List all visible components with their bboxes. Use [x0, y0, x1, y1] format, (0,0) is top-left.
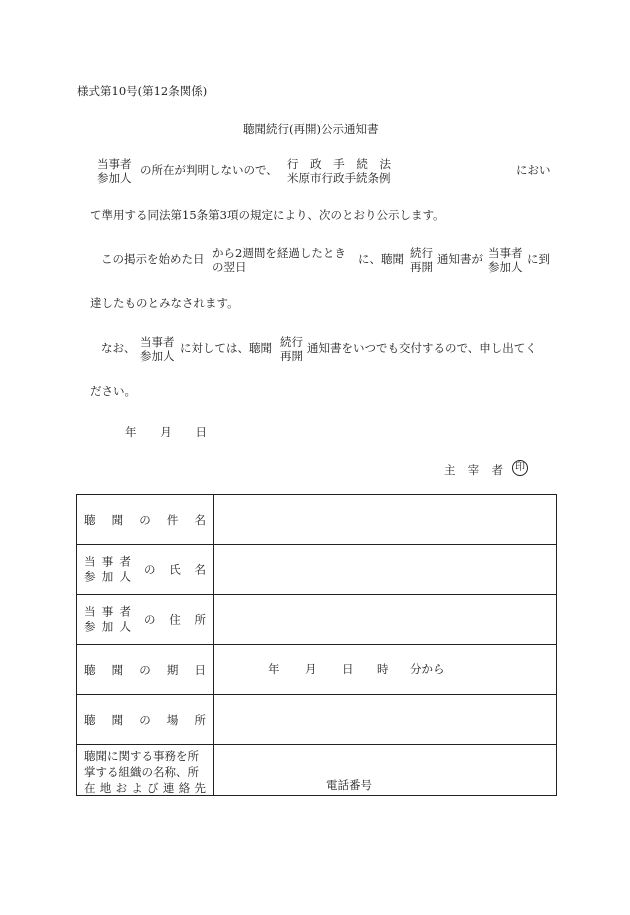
label-char: の: [139, 712, 151, 727]
label-char: 先: [194, 781, 206, 796]
law-choice: [287, 157, 391, 186]
party-choice-2: [488, 246, 523, 275]
label-char: び: [147, 781, 159, 796]
label-char: 場: [166, 712, 179, 727]
label-char: 絡: [178, 781, 191, 796]
para1-text-b: におい: [516, 163, 551, 177]
label-char: 名: [194, 512, 206, 527]
label-char: よ: [131, 781, 143, 796]
case-name-label: [77, 495, 214, 545]
presider-char: 者: [491, 463, 503, 477]
label-char: 所: [194, 712, 206, 727]
label-char: 人: [119, 619, 131, 634]
office-contact-value[interactable]: [214, 745, 557, 796]
case-name-value[interactable]: [214, 495, 557, 545]
law-char: 続: [356, 157, 368, 171]
month-label: 月: [160, 425, 172, 439]
hearing-date-label: [77, 645, 214, 695]
date-line: [125, 424, 207, 440]
date-day-unit: 日: [342, 662, 354, 676]
para2-line2: 達したものとみなされます。: [90, 296, 239, 310]
presider-char: 宰: [467, 463, 480, 477]
label-char: 日: [194, 662, 206, 677]
date-hour-unit: 時: [377, 662, 389, 676]
date-minute-unit: 分から: [410, 662, 445, 676]
label-char: 事: [101, 553, 114, 568]
law-bottom-text: 米原市行政手続条例: [287, 171, 391, 186]
label-char: 住: [169, 612, 181, 627]
presider-char: 主: [444, 463, 456, 477]
law-char: 政: [310, 157, 322, 171]
label-char: 連: [162, 781, 175, 796]
seal-icon: 印: [512, 460, 528, 476]
period-choice: [212, 246, 346, 275]
hearing-date-value[interactable]: [214, 645, 557, 695]
day-label: 日: [195, 425, 207, 439]
hearing-info-table: [76, 494, 557, 796]
para3-text-c: 通知書をいつでも交付するので、申し出てく: [307, 341, 537, 355]
period-bottom-text: の翌日: [212, 260, 247, 275]
continue-top-text: 続行: [280, 335, 303, 349]
label-char: 者: [119, 603, 131, 618]
label-char: 件: [166, 512, 179, 527]
date-year-unit: 年: [268, 662, 280, 676]
label-line: 聴聞に関する事務を所: [84, 749, 199, 763]
para2-text-b: に、聴聞: [358, 252, 404, 266]
label-line: 掌する組織の名称、所: [84, 765, 199, 780]
law-top-text: [287, 157, 391, 171]
label-char: 聴: [84, 662, 96, 677]
law-char: 手: [333, 157, 345, 171]
label-char: 加: [101, 619, 114, 634]
office-contact-label: [77, 745, 214, 796]
document-title: 聴聞続行(再開)公示通知書: [243, 122, 379, 136]
party-choice-1: [97, 157, 132, 186]
label-char: 者: [119, 553, 131, 568]
table-row: [77, 745, 557, 796]
date-month-unit: 月: [305, 662, 317, 676]
label-char: 参: [84, 619, 96, 634]
label-char: の: [139, 662, 151, 677]
label-char: 当: [84, 603, 96, 618]
label-char: お: [115, 781, 128, 796]
table-row: [77, 595, 557, 645]
label-char: 参: [84, 569, 96, 584]
para3-line2: ださい。: [90, 384, 136, 398]
continue-top-text: 続行: [410, 246, 433, 260]
party-name-label: [77, 545, 214, 595]
label-char: 当: [84, 553, 96, 568]
phone-label: 電話番号: [326, 778, 372, 792]
law-char: 法: [379, 157, 391, 171]
seal-mark: [510, 460, 528, 476]
party-bottom-text: 参加人: [97, 171, 132, 186]
table-row: [77, 645, 557, 695]
label-line: [84, 780, 206, 796]
label-char: 聞: [111, 712, 124, 727]
para1-text-a: の所在が判明しないので、: [140, 163, 278, 177]
law-char: 行: [287, 157, 299, 171]
label-char: 在: [84, 781, 96, 796]
party-top-text: 当事者: [488, 246, 523, 260]
label-char: の: [144, 562, 156, 577]
party-choice-3: [140, 335, 175, 364]
label-char: 地: [99, 781, 112, 796]
hearing-place-value[interactable]: [214, 695, 557, 745]
continue-bottom-text: 再開: [410, 260, 433, 275]
para3-text-a: なお、: [101, 341, 136, 355]
label-char: 人: [119, 569, 131, 584]
presider-label: [444, 462, 503, 478]
party-bottom-text: 参加人: [140, 349, 175, 364]
period-top-text: から2週間を経過したとき: [212, 246, 346, 260]
table-row: [77, 545, 557, 595]
continue-bottom-text: 再開: [280, 349, 303, 364]
para1-line2: て準用する同法第15条第3項の規定により、次のとおり公示します。: [90, 208, 445, 222]
continue-choice-1: [410, 246, 433, 275]
hearing-place-label: [77, 695, 214, 745]
continue-choice-2: [280, 335, 303, 364]
party-top-text: 当事者: [140, 335, 175, 349]
label-char: 聞: [111, 512, 124, 527]
label-char: 聞: [111, 662, 124, 677]
para2-text-a: この掲示を始めた日: [101, 252, 205, 266]
para2-text-d: に到: [527, 252, 550, 266]
form-number: 様式第10号(第12条関係): [77, 84, 208, 98]
party-address-value[interactable]: [214, 595, 557, 645]
label-char: 名: [194, 562, 206, 577]
label-char: の: [139, 512, 151, 527]
party-address-label: [77, 595, 214, 645]
label-char: 加: [101, 569, 114, 584]
party-bottom-text: 参加人: [488, 260, 523, 275]
table-row: [77, 695, 557, 745]
label-char: 聴: [84, 712, 96, 727]
year-label: 年: [125, 425, 137, 439]
para3-text-b: に対しては、聴聞: [180, 341, 272, 355]
party-top-text: 当事者: [97, 157, 132, 171]
para2-text-c: 通知書が: [437, 252, 483, 266]
label-char: 氏: [169, 562, 181, 577]
label-char: 聴: [84, 512, 96, 527]
label-char: 所: [194, 612, 206, 627]
label-char: の: [144, 612, 156, 627]
table-row: [77, 495, 557, 545]
party-name-value[interactable]: [214, 545, 557, 595]
label-char: 期: [166, 662, 179, 677]
label-char: 事: [101, 603, 114, 618]
